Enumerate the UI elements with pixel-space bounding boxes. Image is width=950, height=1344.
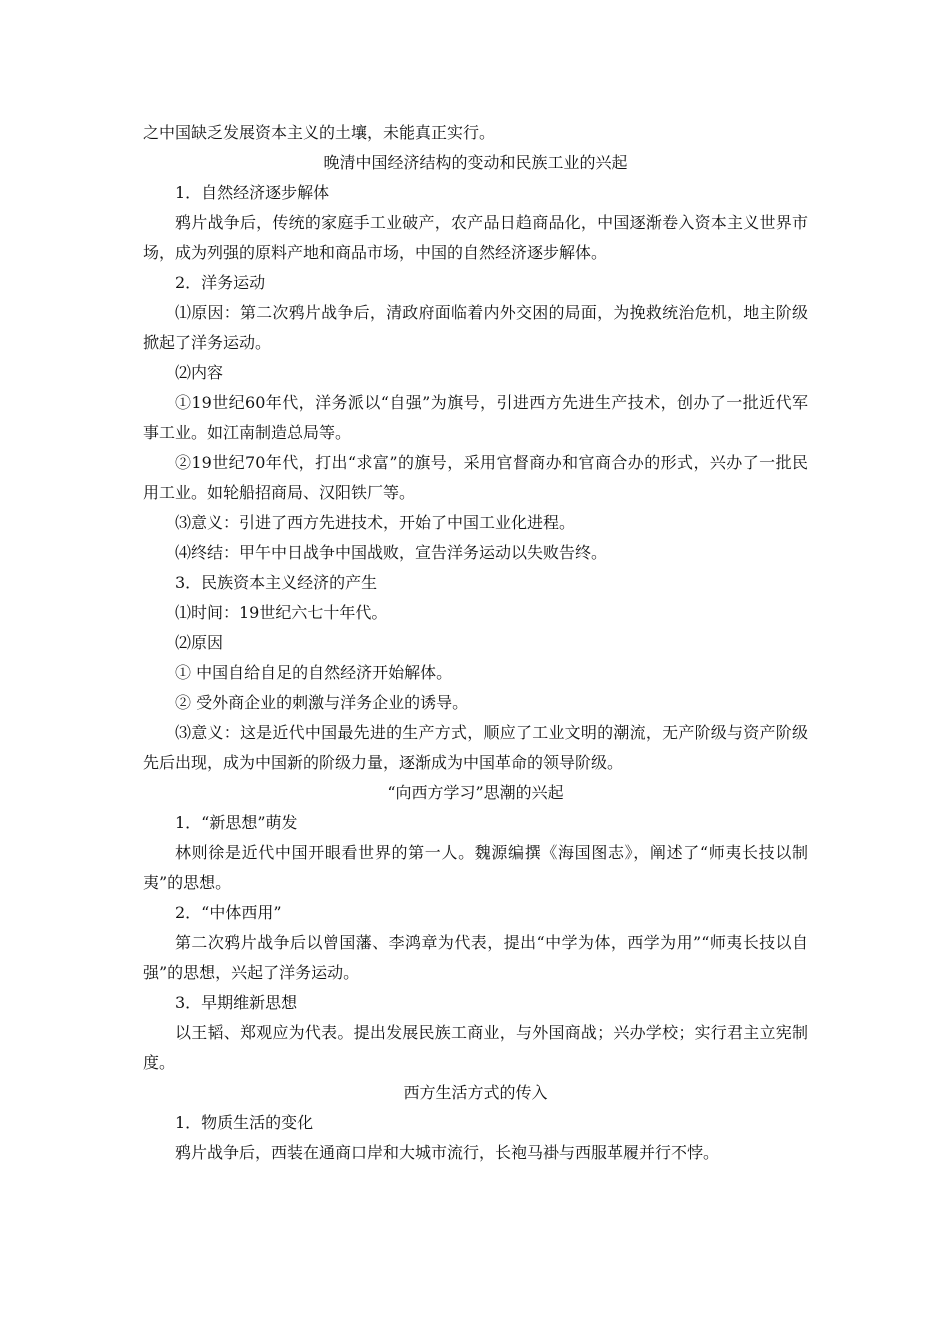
subheading: 3．民族资本主义经济的产生	[175, 573, 378, 592]
list-label: ⑵原因	[175, 633, 224, 652]
paragraph: 之中国缺乏发展资本主义的土壤，未能真正实行。	[143, 123, 496, 142]
section-heading: 晚清中国经济结构的变动和民族工业的兴起	[323, 153, 628, 172]
section-heading: “向西方学习”思潮的兴起	[387, 783, 564, 802]
subheading: 2．洋务运动	[175, 273, 266, 292]
paragraph: 鸦片战争后，西装在通商口岸和大城市流行，长袍马褂与西服革履并行不悖。	[175, 1143, 720, 1162]
paragraph: ⑴时间：19世纪六七十年代。	[175, 603, 388, 622]
subheading: 1．自然经济逐步解体	[175, 183, 330, 202]
paragraph: 林则徐是近代中国开眼看世界的第一人。魏源编撰《海国图志》，阐述了“师夷长技以制夷”的思想。	[143, 843, 808, 892]
paragraph: 以王韬、郑观应为代表。提出发展民族工商业，与外国商战；兴办学校；实行君主立宪制度。	[143, 1023, 808, 1072]
paragraph: ⑶意义：这是近代中国最先进的生产方式，顺应了工业文明的潮流，无产阶级与资产阶级先后出现，成为中国新的阶级力量，逐渐成为中国革命的领导阶级。	[143, 723, 808, 772]
paragraph: ①19世纪60年代，洋务派以“自强”为旗号，引进西方先进生产技术，创办了一批近代军事工业。如江南制造总局等。	[143, 393, 808, 442]
document-body	[143, 118, 808, 1168]
paragraph: 第二次鸦片战争后以曾国藩、李鸿章为代表，提出“中学为体，西学为用”“师夷长技以自强”的思想，兴起了洋务运动。	[143, 933, 808, 982]
section-heading: 西方生活方式的传入	[403, 1083, 548, 1102]
list-label: ⑵内容	[175, 363, 224, 382]
paragraph: 鸦片战争后，传统的家庭手工业破产，农产品日趋商品化，中国逐渐卷入资本主义世界市场，成为列强的原料产地和商品市场，中国的自然经济逐步解体。	[143, 213, 808, 262]
subheading: 3．早期维新思想	[175, 993, 298, 1012]
paragraph: ① 中国自给自足的自然经济开始解体。	[175, 663, 453, 682]
paragraph: ⑷终结：甲午中日战争中国战败，宣告洋务运动以失败告终。	[175, 543, 608, 562]
subheading: 1．物质生活的变化	[175, 1113, 314, 1132]
subheading: 2．“中体西用”	[175, 903, 282, 922]
paragraph: ② 受外商企业的刺激与洋务企业的诱导。	[175, 693, 469, 712]
paragraph: ②19世纪70年代，打出“求富”的旗号，采用官督商办和官商合办的形式，兴办了一批民用工业。如轮船招商局、汉阳铁厂等。	[143, 453, 808, 502]
paragraph: ⑶意义：引进了西方先进技术，开始了中国工业化进程。	[175, 513, 576, 532]
subheading: 1．“新思想”萌发	[175, 813, 298, 832]
paragraph: ⑴原因：第二次鸦片战争后，清政府面临着内外交困的局面，为挽救统治危机，地主阶级掀起了洋务运动。	[143, 303, 808, 352]
